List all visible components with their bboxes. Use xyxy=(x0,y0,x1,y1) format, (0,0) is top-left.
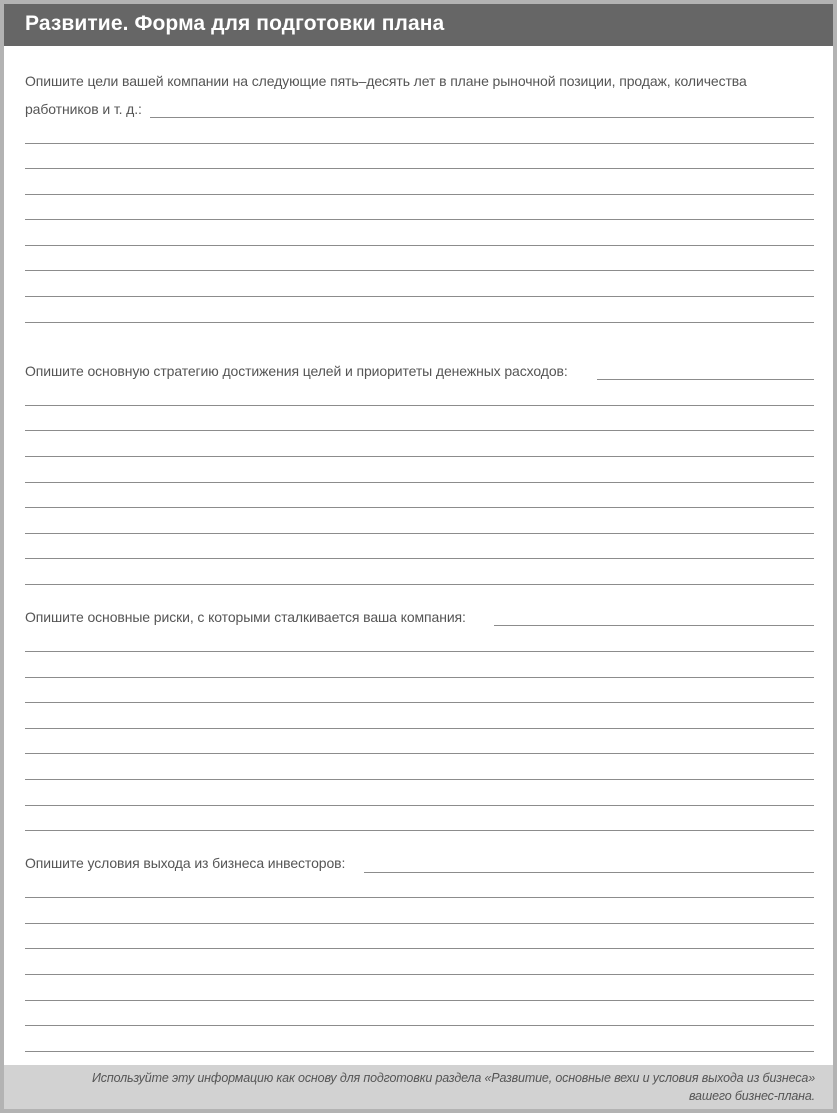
risks-prompt: Опишите основные риски, с которыми сталкивается ваша компания: xyxy=(25,609,466,625)
strategy-answer-line[interactable] xyxy=(25,558,814,559)
risks-answer-line[interactable] xyxy=(494,625,814,626)
strategy-answer-line[interactable] xyxy=(25,507,814,508)
header-bar xyxy=(4,4,833,46)
goals-answer-line[interactable] xyxy=(25,168,814,169)
exit-answer-line[interactable] xyxy=(25,948,814,949)
risks-answer-line[interactable] xyxy=(25,805,814,806)
strategy-answer-line[interactable] xyxy=(25,482,814,483)
risks-answer-line[interactable] xyxy=(25,677,814,678)
goals-answer-line[interactable] xyxy=(25,322,814,323)
risks-answer-line[interactable] xyxy=(25,830,814,831)
goals-answer-line[interactable] xyxy=(25,143,814,144)
goals-answer-line[interactable] xyxy=(25,194,814,195)
strategy-answer-line[interactable] xyxy=(25,584,814,585)
strategy-answer-line[interactable] xyxy=(25,533,814,534)
strategy-answer-line[interactable] xyxy=(597,379,814,380)
goals-answer-line[interactable] xyxy=(25,219,814,220)
footer-note-line1: Используйте эту информацию как основу для подготовки раздела «Развитие, основные вехи и условия выхода из бизнеса» xyxy=(91,1071,815,1085)
strategy-answer-line[interactable] xyxy=(25,430,814,431)
risks-answer-line[interactable] xyxy=(25,702,814,703)
exit-answer-line[interactable] xyxy=(25,897,814,898)
strategy-answer-line[interactable] xyxy=(25,456,814,457)
goals-answer-line[interactable] xyxy=(150,117,814,118)
exit-answer-line[interactable] xyxy=(364,872,814,873)
footer-note-line2: вашего бизнес-плана. xyxy=(688,1089,815,1103)
goals-prompt-line1: Опишите цели вашей компании на следующие пять–десять лет в плане рыночной позиции, продаж, количества xyxy=(25,73,747,89)
goals-answer-line[interactable] xyxy=(25,270,814,271)
goals-answer-line[interactable] xyxy=(25,296,814,297)
exit-answer-line[interactable] xyxy=(25,1051,814,1052)
strategy-answer-line[interactable] xyxy=(25,405,814,406)
strategy-prompt: Опишите основную стратегию достижения целей и приоритеты денежных расходов: xyxy=(25,363,568,379)
risks-answer-line[interactable] xyxy=(25,753,814,754)
exit-prompt: Опишите условия выхода из бизнеса инвесторов: xyxy=(25,855,346,871)
exit-answer-line[interactable] xyxy=(25,1000,814,1001)
footer-note xyxy=(4,1065,833,1109)
goals-answer-line[interactable] xyxy=(25,245,814,246)
exit-answer-line[interactable] xyxy=(25,1025,814,1026)
risks-answer-line[interactable] xyxy=(25,728,814,729)
goals-prompt-line2: работников и т. д.: xyxy=(25,101,142,117)
page-title: Развитие. Форма для подготовки плана xyxy=(25,12,445,35)
risks-answer-line[interactable] xyxy=(25,651,814,652)
exit-answer-line[interactable] xyxy=(25,923,814,924)
exit-answer-line[interactable] xyxy=(25,974,814,975)
risks-answer-line[interactable] xyxy=(25,779,814,780)
